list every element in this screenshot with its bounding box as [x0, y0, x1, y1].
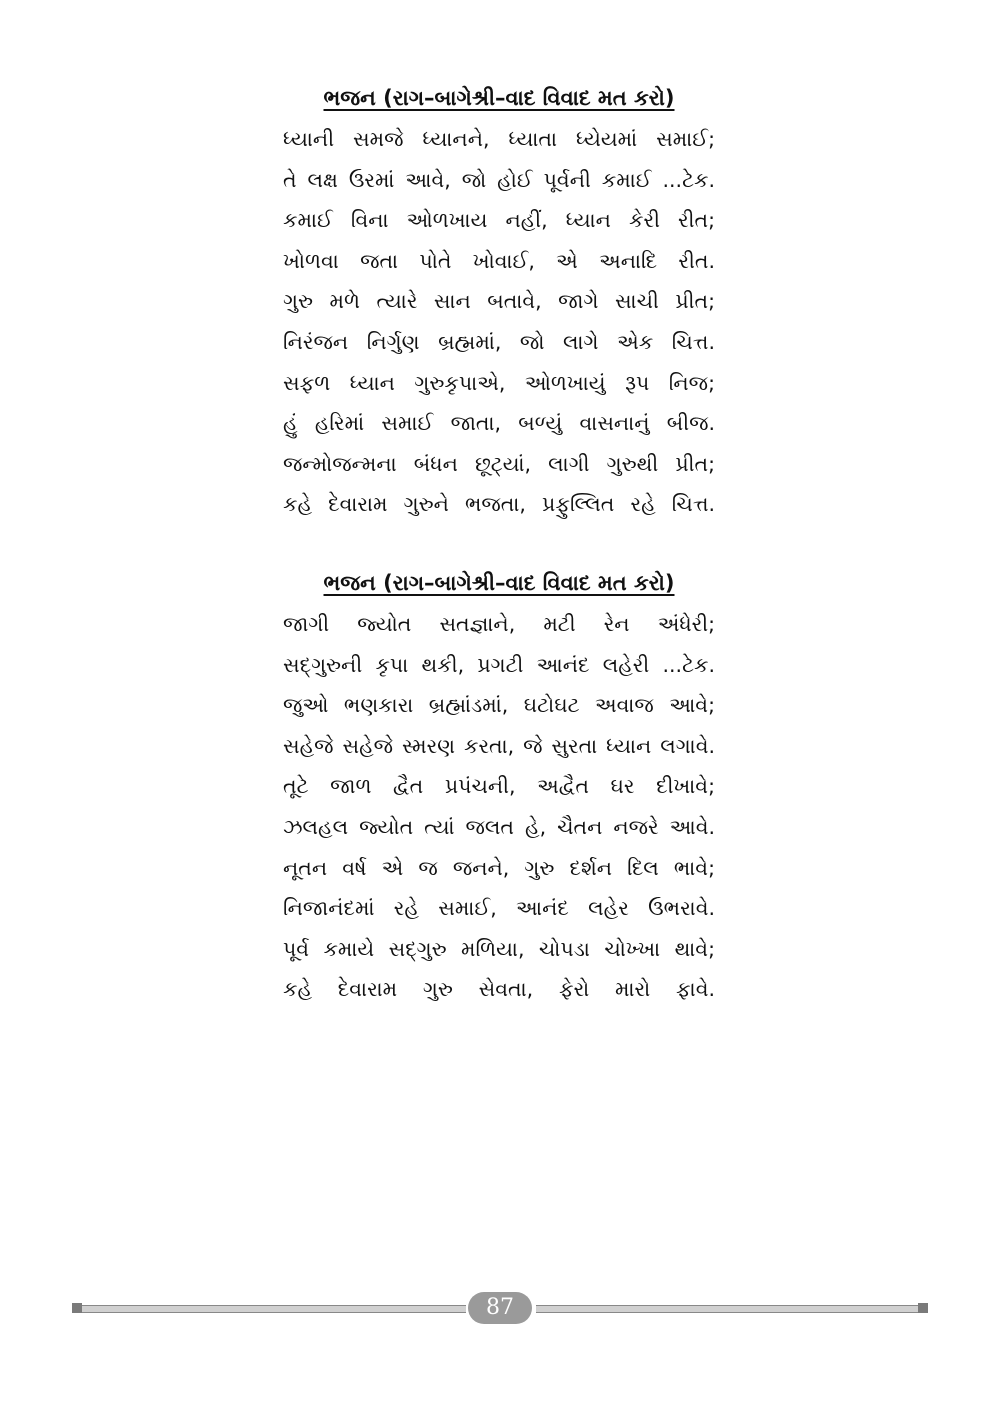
- verse-line: ઝલહલ જ્યોત ત્યાં જલત હે, ચૈતન નજરે આવે.: [283, 814, 715, 839]
- verse-line: તૂટે જાળ દ્વૈત પ્રપંચની, અદ્વૈત ઘર દીખાવે;: [283, 774, 715, 799]
- bhajan-2: [283, 568, 715, 1010]
- bhajan-title: ભજન (રાગ–બાગેશ્રી–વાદ વિવાદ મત કરો): [323, 571, 675, 595]
- page-footer: [70, 1292, 930, 1326]
- footer-left-cap: [72, 1303, 82, 1313]
- verse-line: કહે દેવારામ ગુરુ સેવતા, ફેરો મારો ફાવે.: [283, 977, 715, 1002]
- verse-line: સહેજે સહેજે સ્મરણ કરતા, જે સુરતા ધ્યાન લગાવે.: [283, 733, 715, 758]
- verse-line: કમાઈ વિના ઓળખાય નહીં, ધ્યાન કેરી રીત;: [283, 208, 715, 233]
- verse-line: જન્મોજન્મના બંધન છૂટ્યાં, લાગી ગુરુથી પ્રીત;: [283, 451, 715, 476]
- footer-right-rule: [536, 1305, 918, 1313]
- verse-line: નિજાનંદમાં રહે સમાઈ, આનંદ લહેર ઉભરાવે.: [283, 896, 715, 921]
- verse-line: જુઓ ભણકારા બ્રહ્માંડમાં, ઘટોઘટ અવાજ આવે;: [283, 693, 715, 718]
- verse-line: જાગી જ્યોત સતજ્ઞાને, મટી રેન અંધેરી;: [283, 612, 715, 636]
- verse-line: સદ્‌ગુરુની કૃપા થકી, પ્રગટી આનંદ લહેરી ...ટેક.: [283, 652, 715, 677]
- verse-line: પૂર્વ કમાયે સદ્‌ગુરુ મળિયા, ચોપડા ચોખ્ખા થાવે;: [283, 936, 715, 961]
- verse-line: નૂતન વર્ષ એ જ જનને, ગુરુ દર્શન દિલ ભાવે;: [283, 855, 715, 880]
- footer-right-cap: [918, 1303, 928, 1313]
- verse-line: તે લક્ષ ઉરમાં આવે, જો હોઈ પૂર્વની કમાઈ ...ટેક.: [283, 167, 715, 192]
- footer-left-rule: [82, 1305, 466, 1313]
- verse-line: ખોળવા જતા પોતે ખોવાઈ, એ અનાદિ રીત.: [283, 248, 715, 273]
- verse-line: હું હરિમાં સમાઈ જાતા, બળ્યું વાસનાનું બીજ.: [283, 411, 715, 436]
- bhajan-1: [283, 83, 715, 525]
- verse-line: નિરંજન નિર્ગુણ બ્રહ્મમાં, જો લાગે એક ચિત્ત.: [283, 329, 715, 354]
- verse-line: કહે દેવારામ ગુરુને ભજતા, પ્રફુલ્લિત રહે ચિત્ત.: [283, 492, 715, 517]
- verse-line: ધ્યાની સમજે ધ્યાનને, ધ્યાતા ધ્યેયમાં સમાઈ;: [283, 127, 715, 151]
- bhajan-title: ભજન (રાગ–બાગેશ્રી–વાદ વિવાદ મત કરો): [323, 86, 675, 110]
- verse-line: ગુરુ મળે ત્યારે સાન બતાવે, જાગે સાચી પ્રીત;: [283, 289, 715, 314]
- verse-line: સફળ ધ્યાન ગુરુકૃપાએ, ઓળખાયું રૂપ નિજ;: [283, 370, 715, 395]
- page-number: 87: [468, 1292, 532, 1324]
